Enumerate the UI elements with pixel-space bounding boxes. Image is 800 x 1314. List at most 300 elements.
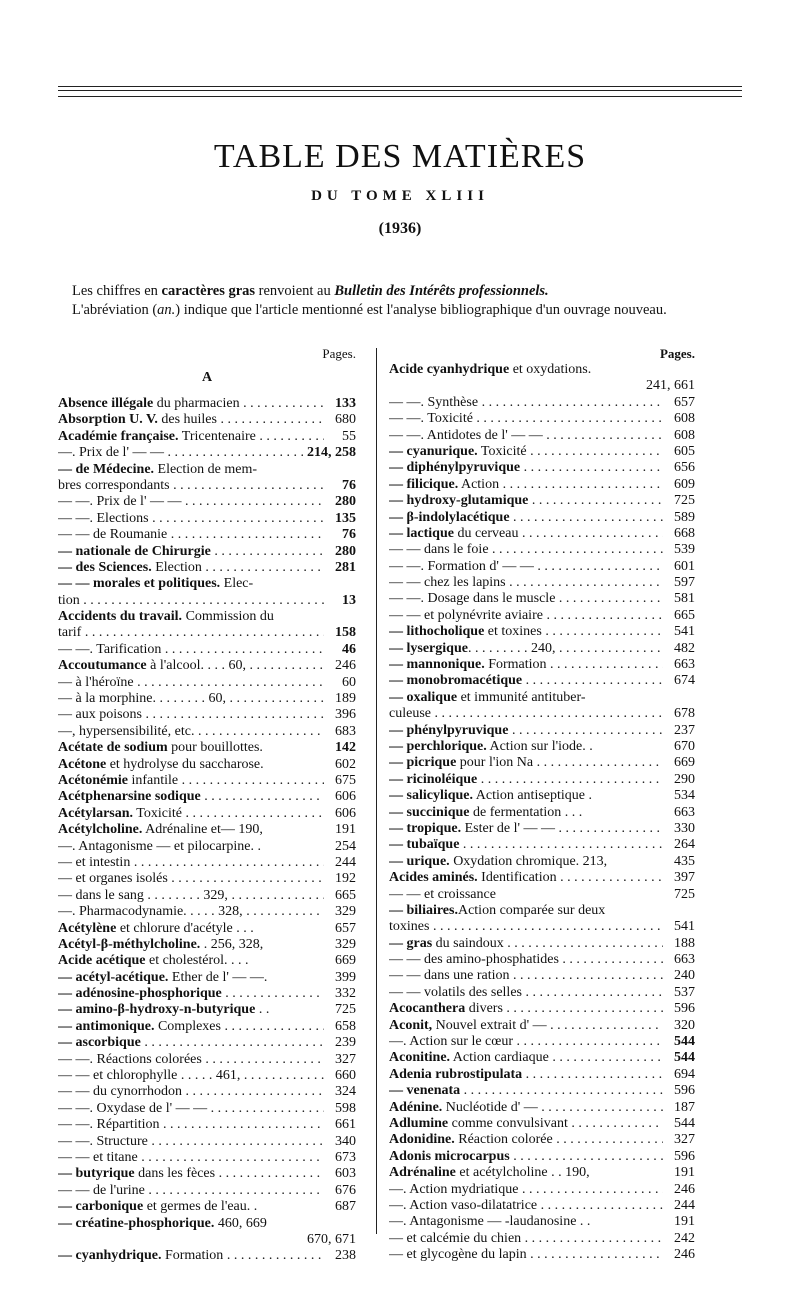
- entry-term: [58, 937, 324, 953]
- entry-pages: 189: [335, 691, 356, 707]
- entry-term-rest: —. Action mydriatique: [389, 1181, 519, 1197]
- index-entry: [58, 576, 356, 592]
- index-entry: [389, 1165, 695, 1181]
- entry-term-bold: Adonidine.: [389, 1132, 455, 1148]
- entry-pages: 598: [335, 1100, 356, 1116]
- entry-term-bold: — succinique: [389, 804, 470, 820]
- entry-pages: 597: [674, 575, 695, 591]
- entry-term: [389, 1034, 663, 1050]
- entry-term-rest: divers: [465, 1001, 503, 1017]
- entry-term-bold: — antimonique.: [58, 1018, 155, 1034]
- index-entry: [389, 936, 695, 952]
- entry-term: [58, 789, 324, 805]
- entry-term-rest: — —. Dosage dans le muscle: [389, 591, 556, 607]
- entry-term-rest: culeuse: [389, 706, 431, 722]
- entry-term-rest: Election: [151, 559, 202, 575]
- index-entry: [389, 739, 695, 755]
- entry-term: [58, 757, 324, 773]
- column-divider: [376, 348, 377, 1234]
- index-entry: [389, 378, 695, 394]
- entry-term-bold: — des Sciences.: [58, 559, 152, 575]
- index-entry: [58, 1134, 356, 1150]
- entry-pages: 534: [674, 788, 695, 804]
- index-entry: [389, 526, 695, 542]
- entry-pages: 668: [674, 525, 695, 541]
- entry-term: [389, 657, 663, 673]
- entry-term-rest: Election de mem-: [154, 461, 258, 477]
- entry-pages: 669: [335, 953, 356, 969]
- index-entry: [389, 805, 695, 821]
- entry-term-bold: — β-indolylacétique: [389, 509, 510, 525]
- entry-term: [389, 772, 663, 788]
- entry-pages: 669: [674, 755, 695, 771]
- entry-term-rest: — —. Tarification: [58, 641, 162, 657]
- entry-term-bold: — créatine-phosphorique.: [58, 1215, 215, 1231]
- entry-term-rest: tion: [58, 592, 80, 608]
- entry-term-bold: — phénylpyruvique: [389, 722, 509, 738]
- entry-term: [58, 1002, 324, 1018]
- entry-pages: 658: [335, 1018, 356, 1034]
- entry-term-rest: — — du cynorrhodon: [58, 1084, 183, 1100]
- index-entry: [58, 527, 356, 543]
- entry-term-rest: du pharmacien: [153, 396, 240, 411]
- index-entry: [58, 724, 356, 740]
- entry-term-bold: Aconit,: [389, 1017, 433, 1033]
- entry-term-bold: Adrénaline: [389, 1165, 456, 1181]
- entry-term: [58, 871, 324, 887]
- entry-term-bold: — oxalique: [389, 689, 458, 705]
- index-entry: [58, 1183, 356, 1199]
- entry-pages: 680: [335, 412, 356, 428]
- entry-term-rest: Elec-: [220, 576, 254, 592]
- pages-header-left: Pages.: [322, 346, 356, 361]
- entry-term: [389, 378, 642, 394]
- entry-term-rest: — —. Répartition: [58, 1117, 160, 1133]
- entry-term-rest: de fermentation . . .: [469, 804, 583, 820]
- intro-line-1: [72, 282, 698, 301]
- entry-term-rest: . . . . . . . . . 240,: [467, 640, 556, 656]
- entry-pages: 290: [674, 771, 695, 787]
- entry-pages: 246: [674, 1247, 695, 1263]
- entry-term: [58, 986, 324, 1002]
- entry-pages: [663, 903, 695, 919]
- entry-pages: 657: [674, 394, 695, 410]
- entry-term-rest: Nouvel extrait d' —: [432, 1017, 547, 1033]
- entry-term: [389, 805, 663, 821]
- entry-term: [58, 527, 324, 543]
- entry-term-rest: — et intestin: [58, 854, 131, 870]
- index-entry: [58, 642, 356, 658]
- entry-pages: 239: [335, 1035, 356, 1051]
- index-entry: [389, 444, 695, 460]
- index-entry: [389, 755, 695, 771]
- index-entry: [389, 1050, 695, 1066]
- entry-pages: 725: [674, 886, 695, 902]
- entry-pages: 596: [674, 1001, 695, 1017]
- entry-term-rest: et hydrolyse du saccharose.: [106, 756, 264, 772]
- index-entry: [58, 855, 356, 871]
- entry-term-bold: Absence illégale: [58, 396, 154, 411]
- entry-term-bold: Adonis microcarpus: [389, 1148, 510, 1164]
- index-entry: [58, 953, 356, 969]
- entry-term-rest: — aux poisons: [58, 707, 142, 723]
- entry-term-bold: Académie française.: [58, 428, 179, 444]
- index-entry: [389, 608, 695, 624]
- entry-term: [389, 1198, 663, 1214]
- index-entry: [58, 396, 356, 412]
- index-entry: [389, 723, 695, 739]
- entry-term-bold: — diphénylpyruvique: [389, 460, 521, 476]
- entry-pages: 596: [674, 1083, 695, 1099]
- index-entry: [58, 904, 356, 920]
- entry-term-rest: — —. Elections: [58, 510, 149, 526]
- entry-term-rest: des huiles: [157, 412, 217, 428]
- entry-term-rest: — — chez les lapins: [389, 575, 506, 591]
- entry-term: [58, 1134, 324, 1150]
- entry-term: [389, 788, 663, 804]
- entry-term-rest: Oxydation chromique. 213,: [449, 853, 608, 869]
- entry-term: [389, 887, 663, 903]
- entry-term-rest: et cholestérol. . . .: [145, 953, 249, 969]
- entry-term-bold: — lithocholique: [389, 624, 485, 640]
- entry-pages: 280: [335, 543, 356, 559]
- entry-term: [58, 1199, 324, 1215]
- index-entry: [58, 609, 356, 625]
- entry-pages: [324, 462, 356, 478]
- entry-term-rest: — — volatils des selles: [389, 984, 522, 1000]
- entry-term-rest: — à la morphine. . . . . . . . 60,: [58, 691, 226, 707]
- entry-term-bold: Acétphenarsine sodique: [58, 789, 201, 805]
- entry-term: [58, 1035, 324, 1051]
- entry-term-rest: et germes de l'eau. .: [143, 1199, 258, 1215]
- entry-term-bold: — picrique: [389, 755, 457, 771]
- entry-pages: 537: [674, 984, 695, 1000]
- index-entry: [389, 1132, 695, 1148]
- entry-term-rest: — — dans une ration: [389, 968, 510, 984]
- entry-term-bold: — salicylique.: [389, 788, 474, 804]
- entry-term-bold: Acétone: [58, 756, 107, 772]
- entry-term: [389, 1182, 663, 1198]
- entry-pages: 188: [674, 935, 695, 951]
- index-entry: [389, 510, 695, 526]
- index-entry: [389, 591, 695, 607]
- entry-term: [58, 560, 324, 576]
- entry-term-rest: et oxydations.: [509, 362, 592, 377]
- entry-pages: 329: [335, 904, 356, 920]
- index-entry: [389, 477, 695, 493]
- entry-term: [389, 673, 663, 689]
- index-entry: [58, 658, 356, 674]
- entry-pages: 581: [674, 591, 695, 607]
- entry-pages: 187: [674, 1099, 695, 1115]
- entry-pages: 661: [335, 1117, 356, 1133]
- entry-pages: 602: [335, 756, 356, 772]
- entry-term-bold: Adenia rubrostipulata: [389, 1066, 523, 1082]
- entry-term-bold: Acide cyanhydrique: [389, 362, 510, 377]
- top-rule-1: [58, 86, 742, 87]
- index-entry: [389, 1182, 695, 1198]
- entry-term: [389, 575, 663, 591]
- entry-term: [58, 609, 324, 625]
- entry-term-bold: — tubaïque: [389, 837, 460, 853]
- entry-term: [389, 493, 663, 509]
- entry-term-bold: — mannonique.: [389, 657, 485, 673]
- index-entry: [58, 1084, 356, 1100]
- entry-pages: 676: [335, 1182, 356, 1198]
- entry-pages: 608: [674, 427, 695, 443]
- index-entry: [58, 675, 356, 691]
- index-entry: [58, 544, 356, 560]
- entry-pages: 605: [674, 443, 695, 459]
- entry-pages: 656: [674, 460, 695, 476]
- index-entry: [58, 478, 356, 494]
- index-entry: [58, 806, 356, 822]
- entry-term: [389, 903, 663, 919]
- entry-pages: 544: [674, 1050, 695, 1066]
- index-entry: [58, 462, 356, 478]
- entry-term: [58, 724, 324, 740]
- entry-term-rest: — — et croissance: [389, 886, 496, 902]
- entry-term: [389, 477, 663, 493]
- intro-line-2: [72, 301, 698, 320]
- entry-term: [58, 1019, 324, 1035]
- entry-term-rest: — —. Réactions colorées: [58, 1051, 202, 1067]
- index-entry: [389, 985, 695, 1001]
- entry-pages: 609: [674, 476, 695, 492]
- entry-term-bold: Acocanthera: [389, 1001, 466, 1017]
- entry-pages: 589: [674, 509, 695, 525]
- entry-pages: 327: [335, 1051, 356, 1067]
- entry-term-bold: — butyrique: [58, 1166, 135, 1182]
- entry-term-rest: Ether de l' — —.: [168, 969, 268, 985]
- entry-pages: 191: [335, 822, 356, 838]
- entry-term: [389, 1067, 663, 1083]
- entry-term-bold: Acides aminés.: [389, 870, 478, 886]
- entry-pages: 396: [335, 707, 356, 723]
- index-entry: [58, 1035, 356, 1051]
- entry-term-bold: — filicique.: [389, 476, 459, 492]
- index-entry: [58, 1019, 356, 1035]
- entry-term-bold: Acétate de sodium: [58, 740, 168, 756]
- entry-term: [58, 740, 324, 756]
- entry-pages: 683: [335, 723, 356, 739]
- index-entry: [389, 1100, 695, 1116]
- index-entry: [58, 1248, 356, 1264]
- entry-term: [389, 1165, 663, 1181]
- entry-pages: 264: [674, 837, 695, 853]
- entry-term-bold: Acide acétique: [58, 953, 146, 969]
- entry-pages: 399: [335, 969, 356, 985]
- entry-term-rest: Nucléotide d' —: [442, 1099, 538, 1115]
- entry-term-rest: Commission du: [182, 609, 274, 625]
- entry-term: [389, 1132, 663, 1148]
- entry-term: [58, 1183, 324, 1199]
- entry-pages: 674: [674, 673, 695, 689]
- entry-pages: 665: [335, 887, 356, 903]
- entry-term-bold: Accoutumance: [58, 658, 147, 674]
- entry-term-rest: pour l'ion Na: [456, 755, 534, 771]
- entry-pages: 60: [342, 674, 356, 690]
- entry-term-bold: — hydroxy-glutamique: [389, 493, 529, 509]
- entry-term: [389, 952, 663, 968]
- entry-term: [58, 921, 324, 937]
- index-entry: [389, 493, 695, 509]
- index-entry: [58, 789, 356, 805]
- entry-term-bold: Acétylcholine.: [58, 822, 143, 838]
- entry-term: [58, 707, 324, 723]
- index-entry: [389, 1149, 695, 1165]
- right-column: [389, 346, 695, 1263]
- pages-header-right: Pages.: [659, 346, 695, 361]
- index-entry: [389, 575, 695, 591]
- entry-term-rest: —. Antagonisme — et pilocarpine. .: [58, 838, 261, 854]
- entry-term: [58, 822, 324, 838]
- index-entry: [58, 625, 356, 641]
- entry-term-bold: — venenata: [389, 1083, 461, 1099]
- index-entry: [58, 822, 356, 838]
- entry-pages: 544: [674, 1115, 695, 1131]
- entry-term: [58, 511, 324, 527]
- entry-term-rest: Action: [458, 476, 500, 492]
- entry-term-bold: — lysergique: [389, 640, 468, 656]
- index-entry: [58, 1199, 356, 1215]
- entry-pages: [324, 1216, 356, 1232]
- entry-term-rest: — —. Oxydase de l' — —: [58, 1100, 208, 1116]
- entry-term: [58, 478, 324, 494]
- entry-term-rest: Réaction colorée: [454, 1132, 553, 1148]
- entry-term: [389, 641, 663, 657]
- entry-term-rest: Action comparée sur deux: [457, 902, 606, 918]
- entry-term-bold: — perchlorique.: [389, 738, 487, 754]
- page-title: TABLE DES MATIÈRES: [213, 138, 587, 175]
- entry-term: [58, 970, 324, 986]
- entry-term-rest: — et organes isolés: [58, 871, 168, 887]
- index-entry: [389, 706, 695, 722]
- entry-pages: 435: [674, 853, 695, 869]
- index-entry: [389, 903, 695, 919]
- entry-pages: 596: [674, 1148, 695, 1164]
- entry-term-rest: — dans le sang . . . . . . . . 329,: [58, 887, 228, 903]
- entry-term: [389, 362, 663, 378]
- entry-pages: 340: [335, 1133, 356, 1149]
- entry-term: [389, 591, 663, 607]
- entry-term-bold: — carbonique: [58, 1199, 144, 1215]
- entry-term-rest: —, hypersensibilité, etc.: [58, 723, 195, 739]
- entry-pages: 192: [335, 871, 356, 887]
- index-entry: [58, 560, 356, 576]
- index-entry: [58, 1002, 356, 1018]
- entry-pages: 673: [335, 1149, 356, 1165]
- index-entry: [389, 968, 695, 984]
- entry-pages: 601: [674, 558, 695, 574]
- entry-term: [389, 854, 663, 870]
- entry-term-rest: —. Action vaso-dilatatrice: [389, 1197, 538, 1213]
- entry-pages: 670, 671: [307, 1231, 356, 1247]
- entry-term: [58, 675, 324, 691]
- entry-pages: 241, 661: [646, 378, 695, 394]
- entry-pages: 397: [674, 870, 695, 886]
- index-entry: [389, 428, 695, 444]
- entry-pages: 544: [674, 1034, 695, 1050]
- entry-pages: 76: [342, 477, 356, 493]
- entry-term: [389, 1018, 663, 1034]
- entry-pages: 55: [342, 428, 356, 444]
- entry-pages: 46: [342, 641, 356, 657]
- index-entry: [58, 1117, 356, 1133]
- entry-term: [389, 542, 663, 558]
- entry-term-rest: Adrénaline et— 190,: [142, 822, 263, 838]
- entry-pages: 242: [674, 1230, 695, 1246]
- entry-pages: 191: [674, 1165, 695, 1181]
- entry-pages: 76: [342, 527, 356, 543]
- entry-term-bold: Aconitine.: [389, 1050, 451, 1066]
- entry-pages: 694: [674, 1066, 695, 1082]
- index-entry: [389, 821, 695, 837]
- index-entry: [58, 740, 356, 756]
- entry-term-rest: 460, 669: [214, 1215, 267, 1231]
- entry-pages: 214, 258: [307, 445, 356, 461]
- index-entry: [389, 690, 695, 706]
- top-rule-3: [58, 96, 742, 97]
- entry-term-rest: et toxines: [484, 624, 542, 640]
- entry-term: [389, 706, 663, 722]
- entry-term-rest: — —. Synthèse: [389, 394, 479, 410]
- entry-term-bold: — urique.: [389, 853, 450, 869]
- index-entry: [58, 593, 356, 609]
- entry-term-rest: Identification: [477, 870, 557, 886]
- entry-pages: 541: [674, 624, 695, 640]
- entry-term-bold: — de Médecine.: [58, 461, 155, 477]
- entry-pages: 324: [335, 1084, 356, 1100]
- entry-term-bold: — gras: [389, 935, 433, 951]
- entry-term-bold: — monobromacétique: [389, 673, 523, 689]
- index-entry: [389, 362, 695, 378]
- entry-term: [58, 658, 324, 674]
- entry-pages: 332: [335, 986, 356, 1002]
- entry-term: [58, 888, 324, 904]
- entry-term-bold: — biliaires.: [389, 902, 458, 918]
- index-entry: [58, 494, 356, 510]
- index-entry: [58, 1232, 356, 1248]
- entry-term-bold: Absorption U. V.: [58, 412, 158, 428]
- index-entry: [58, 839, 356, 855]
- intro-text: L'abréviation (: [72, 301, 158, 318]
- entry-term-rest: — et glycogène du lapin: [389, 1247, 527, 1263]
- index-entry: [58, 1068, 356, 1084]
- index-entry: [58, 921, 356, 937]
- index-entry: [389, 854, 695, 870]
- entry-term-rest: . .: [255, 1002, 270, 1018]
- entry-term-rest: . 256, 328,: [200, 936, 264, 952]
- index-entry: [58, 412, 356, 428]
- entry-term-rest: Formation: [484, 657, 547, 673]
- index-entry: [389, 837, 695, 853]
- index-entry: [389, 1214, 695, 1230]
- intro-text: Les chiffres en: [72, 283, 158, 299]
- entry-term: [58, 1052, 324, 1068]
- entry-pages: 665: [674, 607, 695, 623]
- index-entry: [389, 624, 695, 640]
- entry-term: [389, 1149, 663, 1165]
- index-entry: [389, 788, 695, 804]
- entry-term-rest: Toxicité: [477, 443, 527, 459]
- entry-term-rest: Complexes: [154, 1018, 221, 1034]
- entry-pages: [663, 362, 695, 378]
- index-entry: [389, 542, 695, 558]
- index-entry: [58, 757, 356, 773]
- entry-term-rest: — et calcémie du chien: [389, 1230, 522, 1246]
- entry-term-rest: et chlorure d'acétyle . . .: [116, 920, 254, 936]
